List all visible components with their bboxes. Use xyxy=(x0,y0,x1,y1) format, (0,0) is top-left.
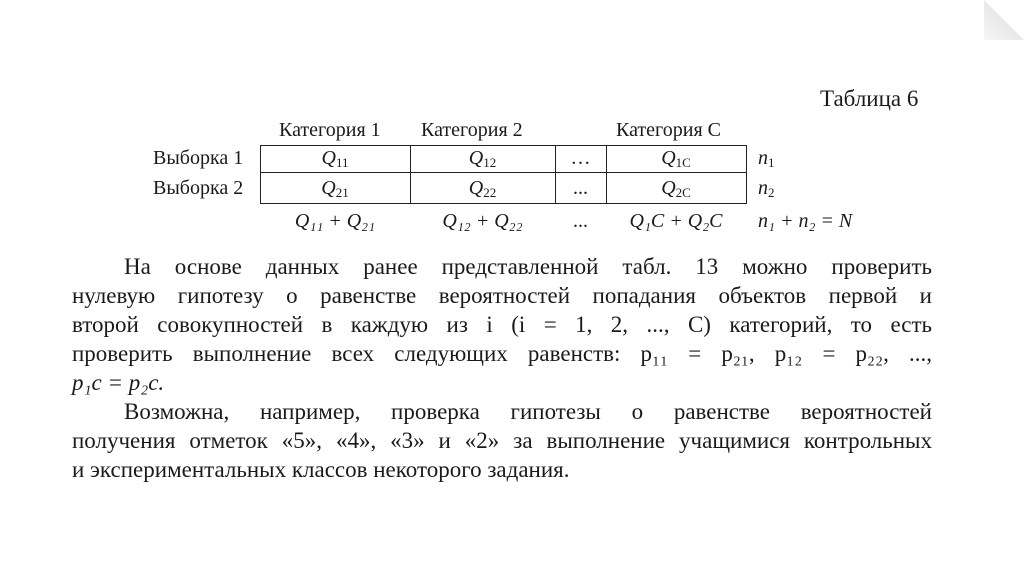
column-total-1: Q₁₁ + Q₂₁ xyxy=(294,210,376,232)
paragraph-line: На основе данных ранее представленной табл. 13 можно проверить xyxy=(124,254,932,279)
table-middle-border xyxy=(260,172,747,173)
cell-q21: $Q_{21}$ xyxy=(321,177,349,200)
cell-q1c: $Q_{1C}$ xyxy=(661,147,691,170)
column-total-dots: ... xyxy=(573,210,588,232)
paragraph-line: получения отметок «5», «4», «3» и «2» за выполнение учащимися контрольных xyxy=(72,428,932,453)
column-total-2: Q₁₂ + Q₂₂ xyxy=(442,210,523,232)
page-fold-corner xyxy=(984,0,1024,40)
col-header-category-2: Категория 2 xyxy=(421,119,523,141)
cell-q22: $Q_{22}$ xyxy=(468,177,497,200)
grand-total-n: n₁ + n₂ = N xyxy=(758,210,853,232)
col-header-category-1: Категория 1 xyxy=(279,119,381,141)
cell-dots-row-1: … xyxy=(570,147,591,169)
column-total-c: Q₁C + Q₂C xyxy=(629,210,723,232)
table-bottom-border xyxy=(260,203,747,204)
cell-dots-row-2: ... xyxy=(573,177,588,199)
cell-q2c: $Q_{2C}$ xyxy=(661,177,691,200)
table-caption: Таблица 6 xyxy=(820,86,919,111)
paragraph-line: Возможна, например, проверка гипотезы о равенстве вероятностей xyxy=(124,399,932,424)
paragraph-line: и экспериментальных классов некоторого задания. xyxy=(72,457,570,482)
row-label-sample-1: Выборка 1 xyxy=(153,147,244,169)
col-header-category-c: Категория C xyxy=(616,119,721,141)
row-total-n1: $n_1$ xyxy=(758,147,775,170)
paragraph-line: нулевую гипотезу о равенстве вероятностей попадания объектов первой и xyxy=(72,283,932,308)
paragraph-hypothesis xyxy=(72,252,932,397)
row-total-n2: $n_2$ xyxy=(758,177,775,200)
paragraph-line: второй совокупностей в каждую из i (i = 1, 2, ..., C) категорий, то есть xyxy=(72,312,932,337)
table-vline-5 xyxy=(746,145,747,204)
paragraph-example xyxy=(72,397,932,484)
row-label-sample-2: Выборка 2 xyxy=(153,177,244,199)
paragraph-line: p₁c = p₂c. xyxy=(72,370,165,395)
cell-q12: $Q_{12}$ xyxy=(468,147,497,170)
table-top-border xyxy=(260,145,747,146)
cell-q11: $Q_{11}$ xyxy=(321,147,349,170)
paragraph-line: проверить выполнение всех следующих равенств: p₁₁ = p₂₁, p₁₂ = p₂₂, ..., xyxy=(72,341,932,366)
